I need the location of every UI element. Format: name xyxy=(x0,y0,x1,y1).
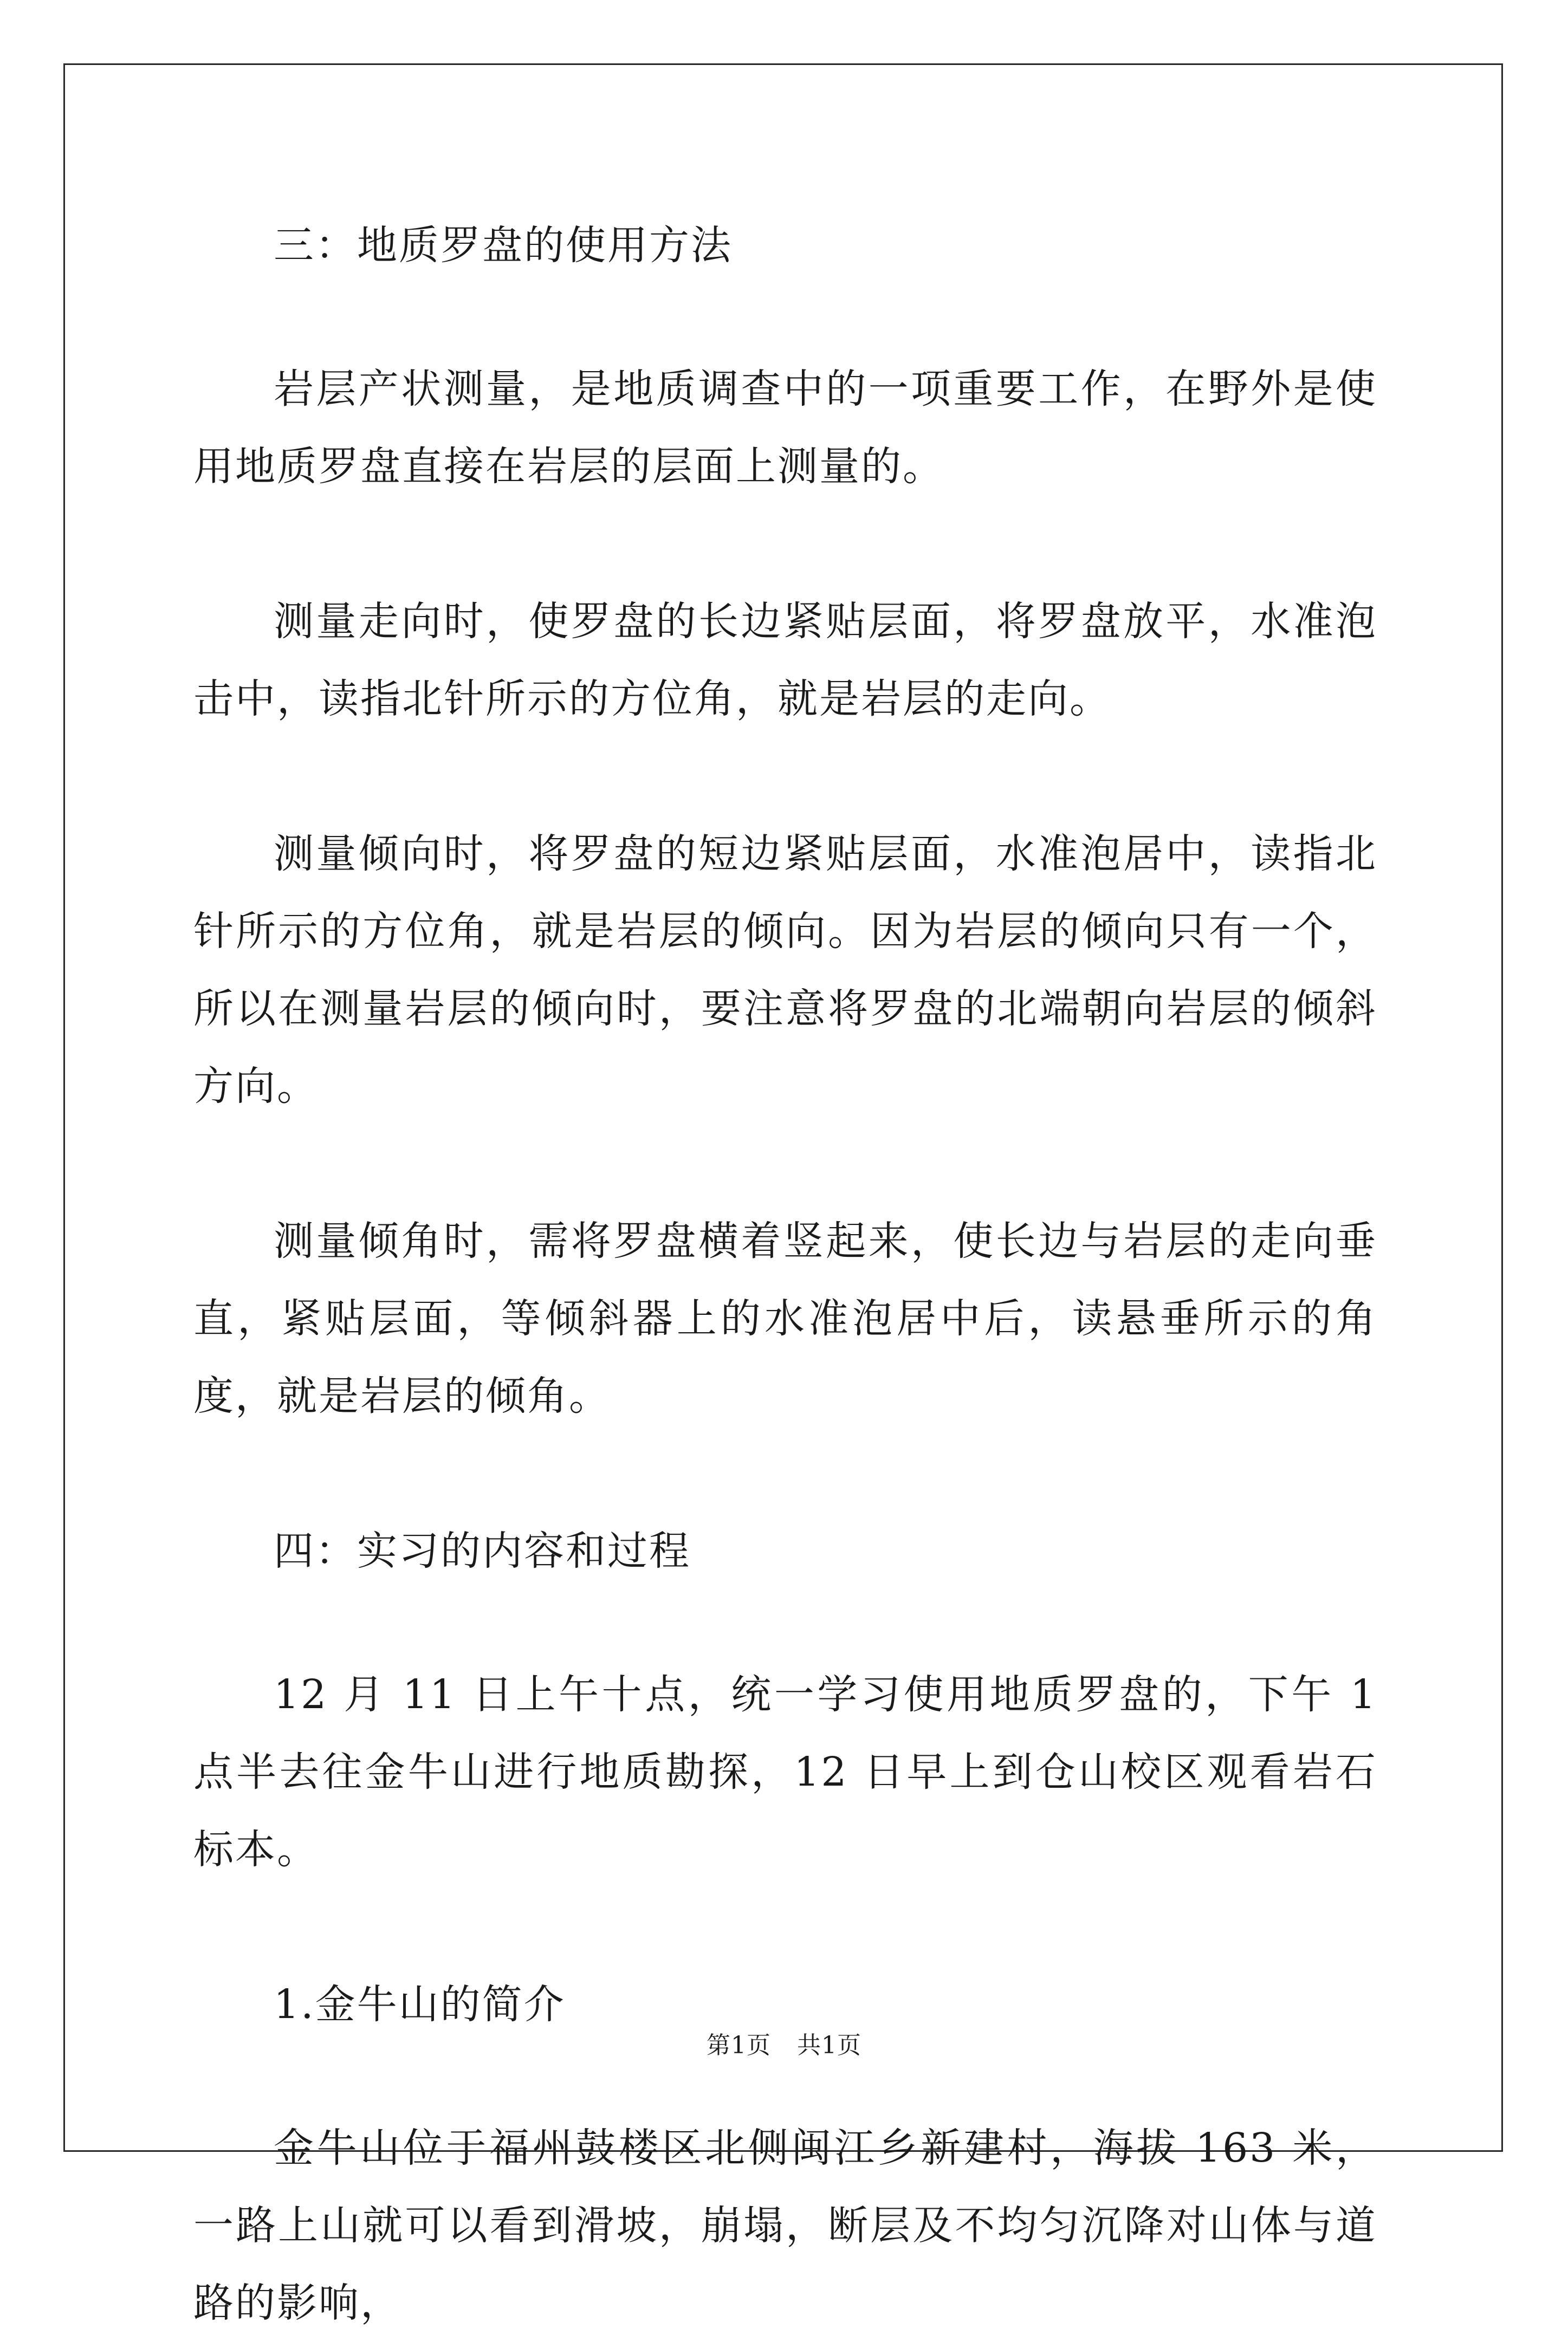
paragraph-dip-angle-measurement: 测量倾角时，需将罗盘横着竖起来，使长边与岩层的走向垂直，紧贴层面，等倾斜器上的水准泡居中后，读悬垂所示的角度，就是岩层的倾角。 xyxy=(193,1218,1377,1419)
page-total: 共1页 xyxy=(797,2032,861,2059)
paragraph-schedule: 12 月 11 日上午十点，统一学习使用地质罗盘的，下午 1 点半去往金牛山进行地质勘探，12 日早上到仓山校区观看岩石标本。 xyxy=(193,1671,1392,1873)
paragraph-attitude-measurement: 岩层产状测量，是地质调查中的一项重要工作，在野外是使用地质罗盘直接在岩层的层面上测量的。 xyxy=(193,366,1377,490)
page-footer xyxy=(0,2026,1568,2060)
paragraph-jinniu-mountain: 金牛山位于福州鼓楼区北侧闽江乡新建村，海拔 163 米，一路上山就可以看到滑坡，崩塌，断层及不均匀沉降对山体与道路的影响， xyxy=(193,2125,1377,2326)
page-number: 第1页 xyxy=(707,2032,771,2059)
section-heading-compass-usage: 三：地质罗盘的使用方法 xyxy=(274,222,733,269)
subheading-jinniu-mountain-intro: 1.金牛山的简介 xyxy=(274,1981,566,2028)
paragraph-strike-measurement: 测量走向时，使罗盘的长边紧贴层面，将罗盘放平，水准泡击中，读指北针所示的方位角，就是岩层的走向。 xyxy=(193,598,1377,722)
section-heading-internship-content: 四：实习的内容和过程 xyxy=(274,1528,691,1574)
document-body xyxy=(193,207,1392,2342)
paragraph-dip-direction-measurement: 测量倾向时，将罗盘的短边紧贴层面，水准泡居中，读指北针所示的方位角，就是岩层的倾向。因为岩层的倾向只有一个，所以在测量岩层的倾向时，要注意将罗盘的北端朝向岩层的倾斜方向。 xyxy=(193,831,1377,1110)
